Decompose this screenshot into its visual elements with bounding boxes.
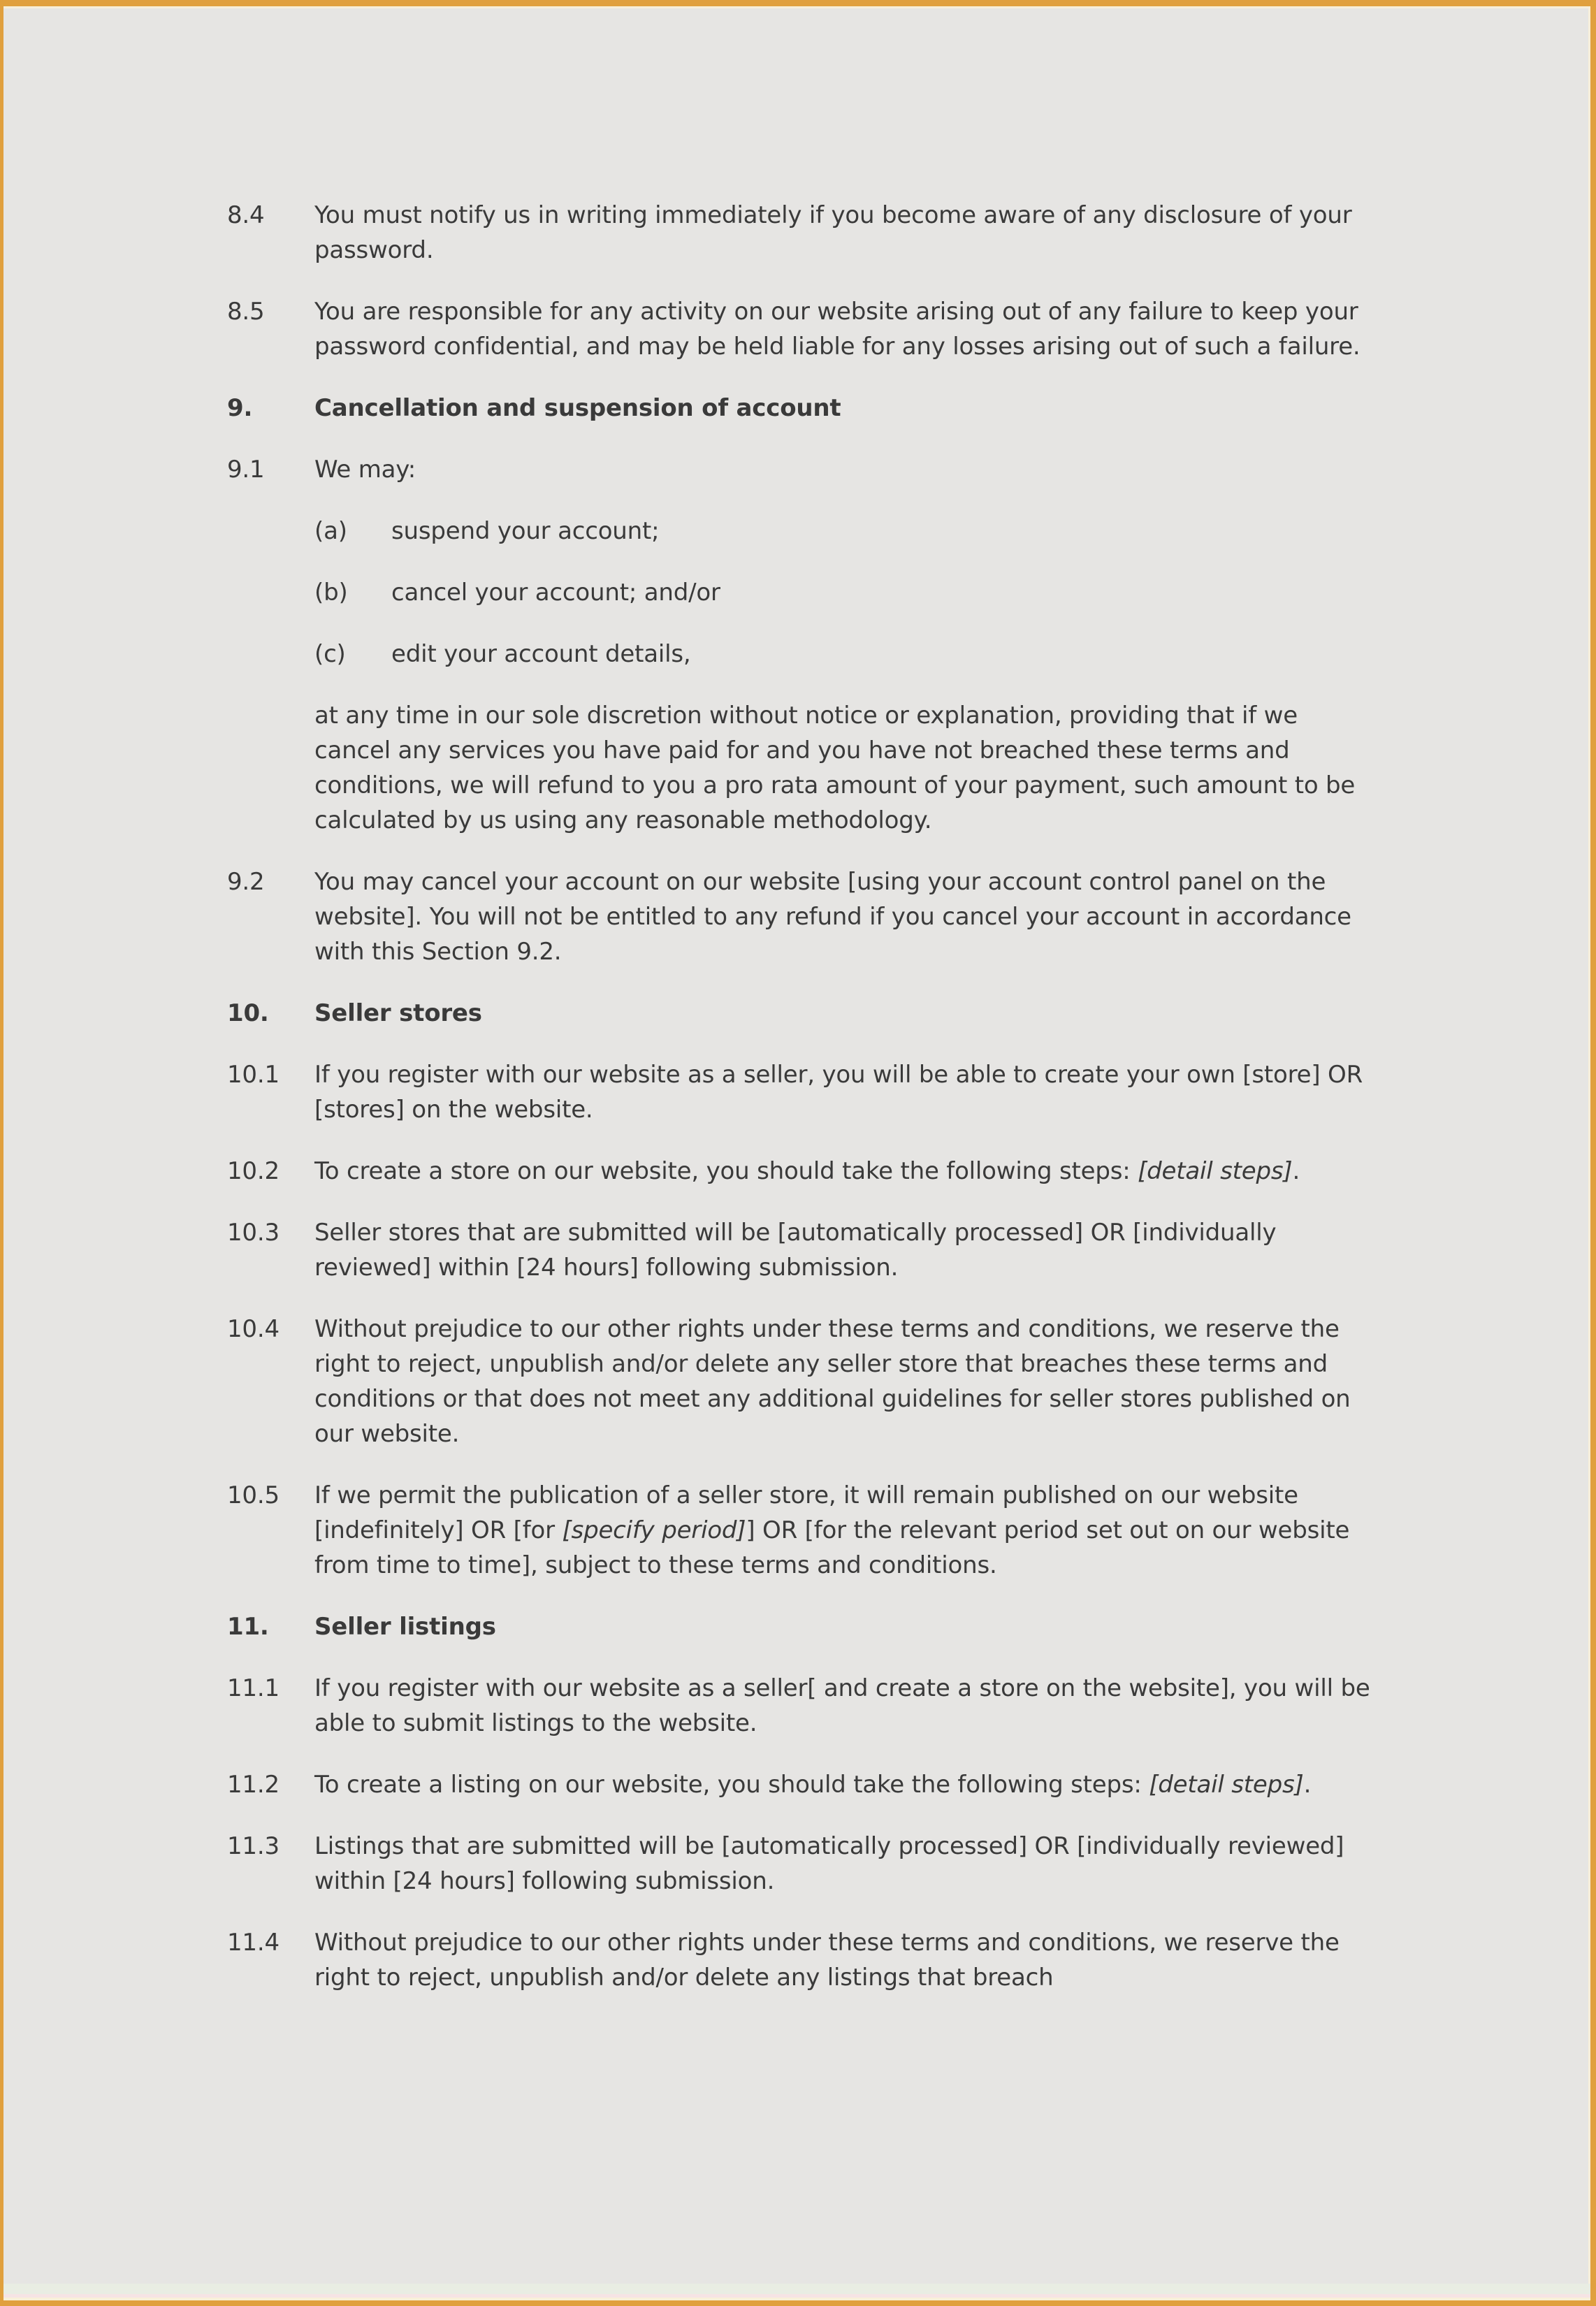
text-run: We may: [314,456,416,484]
text-run: To create a listing on our website, you should take the following steps: [314,1771,1149,1799]
text-run: Without prejudice to our other rights under these terms and conditions, we reserve the right to reject, unpublish and/or delete any listings that breach [314,1929,1340,1992]
section-heading-11 [0,1609,1596,1644]
clause-number: 10.1 [227,1061,280,1089]
text-run: Cancellation and suspension of account [314,394,841,422]
text-run: To create a store on our website, you should take the following steps: [314,1157,1138,1185]
clause-number: 11.3 [227,1832,280,1860]
text-run: You must notify us in writing immediately if you become aware of any disclosure of your password. [314,201,1352,264]
page-border-bottom [0,2300,1596,2306]
text-run: at any time in our sole discretion without notice or explanation, providing that if we cancel any services you have paid for and you have not breached these terms and conditions, we will refund to you a pro rata amount of your payment, such amount to be calculated by us using any reasonable methodology. [314,702,1356,834]
section-heading-9 [0,391,1596,426]
clause-text [314,1671,1373,1741]
clause-number: 9. [227,394,253,422]
clause-9-1 [0,452,1596,487]
text-run: If you register with our website as a seller, you will be able to create your own [store] OR [stores] on the website. [314,1061,1363,1124]
clause-10-2 [0,1154,1596,1189]
clause-11-4 [0,1925,1596,1995]
text-run: Without prejudice to our other rights under these terms and conditions, we reserve the right to reject, unpublish and/or delete any seller store that breaches these terms and conditions or that does not meet any additional guidelines for seller stores published on our website. [314,1315,1351,1448]
clause-9-1-c [0,637,1596,672]
clause-9-1-b [0,575,1596,610]
clause-11-1 [0,1671,1596,1741]
clause-number: 11.1 [227,1674,280,1702]
page-bottom-band-green [3,2284,1590,2294]
text-run: ] OR [for the relevant period set out on our website from time to time], subject to these terms and conditions. [314,1516,1350,1579]
text-run: Seller listings [314,1613,496,1641]
clause-text [314,391,841,426]
clause-number: 9.2 [227,868,265,896]
clause-10-1 [0,1057,1596,1127]
clause-number: 10. [227,999,269,1027]
clause-text [314,1215,1373,1285]
clause-text [391,637,690,672]
clause-11-3 [0,1829,1596,1899]
clause-number: (a) [314,517,347,545]
clause-number: 10.2 [227,1157,280,1185]
clause-number: (b) [314,579,348,607]
clause-number: 8.4 [227,201,265,229]
clause-number: 10.5 [227,1481,280,1509]
clause-8-5 [0,294,1596,364]
clause-text [314,452,416,487]
clause-number: 10.3 [227,1219,280,1247]
text-run: If you register with our website as a seller[ and create a store on the website], you will be able to submit listings to the website. [314,1674,1370,1737]
clause-9-1-a [0,514,1596,549]
clause-9-2 [0,864,1596,969]
clause-number: 11.4 [227,1929,280,1957]
clause-number: 8.5 [227,298,265,326]
clause-text [314,1609,496,1644]
clause-number: 11. [227,1613,269,1641]
clause-9-1-continuation [0,698,1596,838]
text-run: Seller stores [314,999,482,1027]
clause-number: 10.4 [227,1315,280,1343]
clause-10-4 [0,1312,1596,1451]
text-run: Listings that are submitted will be [automatically processed] OR [individually reviewed] within [24 hours] following submission. [314,1832,1344,1895]
clause-text [314,1478,1373,1583]
clause-11-2 [0,1767,1596,1802]
text-run: You are responsible for any activity on our website arising out of any failure to keep your password confidential, and may be held liable for any losses arising out of such a failure. [314,298,1361,361]
clause-number: (c) [314,640,346,668]
text-run: suspend your account; [391,517,660,545]
clause-text [314,996,482,1031]
text-run: You may cancel your account on our website [using your account control panel on the website]. You will not be entitled to any refund if you cancel your account in accordance with this Section 9.2. [314,868,1351,966]
text-run: If we permit the publication of a seller store, it will remain published on our website [indefinitely] OR [for [314,1481,1298,1544]
section-heading-10 [0,996,1596,1031]
clause-text [314,1154,1300,1189]
clause-text [391,514,659,549]
placeholder-italic-text: [detail steps] [1138,1157,1293,1185]
text-run: . [1292,1157,1300,1185]
text-run: . [1303,1771,1312,1799]
clause-text [314,698,1373,838]
clause-text [314,294,1373,364]
clause-text [314,1925,1373,1995]
clause-10-3 [0,1215,1596,1285]
clause-text [314,198,1373,268]
text-run: cancel your account; and/or [391,579,720,607]
clause-text [391,575,720,610]
placeholder-italic-text: [specify period] [562,1516,746,1544]
clause-text [314,1829,1373,1899]
clause-text [314,864,1373,969]
clause-8-4 [0,198,1596,268]
clause-number: 9.1 [227,456,265,484]
clause-10-5 [0,1478,1596,1583]
placeholder-italic-text: [detail steps] [1149,1771,1304,1799]
text-run: edit your account details, [391,640,691,668]
clause-text [314,1767,1311,1802]
clause-text [314,1312,1373,1451]
clause-text [314,1057,1373,1127]
text-run: Seller stores that are submitted will be [automatically processed] OR [individually reviewed] within [24 hours] following submission. [314,1219,1277,1282]
clause-number: 11.2 [227,1771,280,1799]
